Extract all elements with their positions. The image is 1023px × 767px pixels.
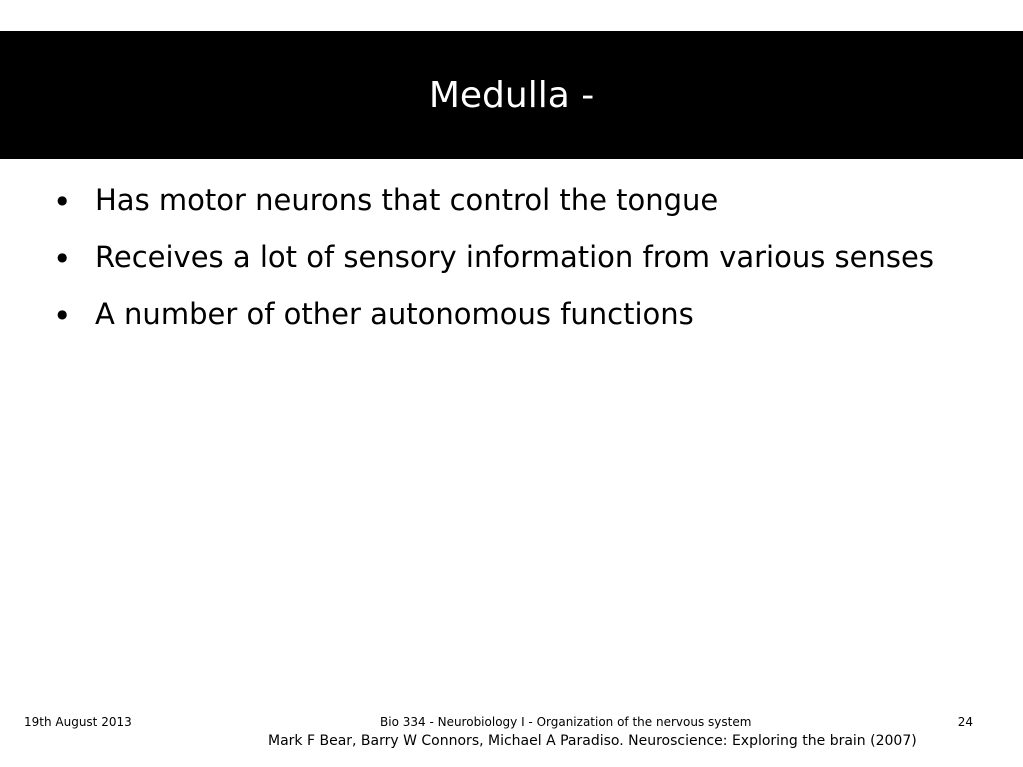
slide-title: Medulla - xyxy=(428,75,595,116)
bullet-text: Receives a lot of sensory information from various senses xyxy=(95,240,934,274)
bullet-icon: ● xyxy=(57,307,68,321)
footer-reference: Mark F Bear, Barry W Connors, Michael A Paradiso. Neuroscience: Exploring the brain (2007) xyxy=(268,733,917,749)
footer-page-number: 24 xyxy=(957,715,973,729)
bullet-icon: ● xyxy=(57,250,68,264)
footer-course-title: Bio 334 - Neurobiology I - Organization of the nervous system xyxy=(380,715,752,729)
bullet-icon: ● xyxy=(57,193,68,207)
bullet-text: Has motor neurons that control the tongue xyxy=(95,183,719,217)
footer-date: 19th August 2013 xyxy=(24,715,132,729)
bullet-text: A number of other autonomous functions xyxy=(95,297,694,331)
